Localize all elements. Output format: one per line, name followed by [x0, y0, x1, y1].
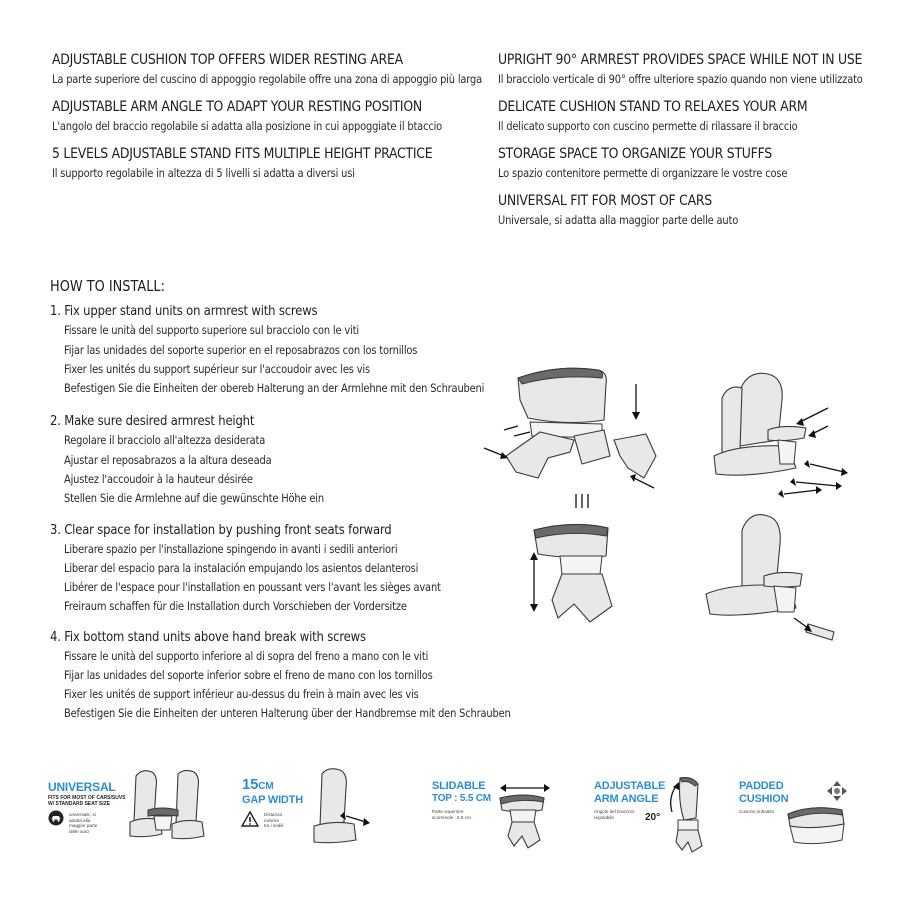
step-2-head: 2. Make sure desired armrest height — [50, 413, 255, 429]
feature-left-2-it: L'angolo del braccio regolabile si adatta alla posizione in cui appoggiate il btaccio — [52, 119, 443, 133]
universal-note: universale, si adatta alla maggior parte delle auto — [69, 812, 98, 834]
step-3-head: 3. Clear space for installation by pushing front seats forward — [50, 522, 392, 538]
universal-sub1: FITS FOR MOST OF CARS/SUVS — [48, 795, 126, 801]
step-4-line-de: Befestigen Sie die Einheiten der unteren Halterung über der Handbremse mit den Schrauben — [64, 706, 511, 720]
feature-right-1-en: UPRIGHT 90° ARMREST PROVIDES SPACE WHILE NOT IN USE — [498, 52, 863, 68]
angle-title2: ARM ANGLE — [594, 793, 659, 805]
step-1-line-es: Fijar las unidades del soporte superior en el reposabrazos con los tornillos — [64, 343, 418, 357]
install-title: HOW TO INSTALL: — [50, 277, 165, 295]
step-1-head: 1. Fix upper stand units on armrest with screws — [50, 303, 318, 319]
move-arrows-icon — [826, 780, 848, 802]
slidable-title: SLIDABLE — [432, 780, 486, 792]
gap-note: Distanza minima tra i sedili — [264, 812, 284, 828]
step-1-line-it: Fissare le unità del supporto superiore sul bracciolo con le viti — [64, 323, 359, 337]
slidable-title2: TOP : 5.5 CM — [432, 793, 491, 804]
padded-note: Cuscino imbottito — [739, 809, 775, 814]
step-4-head: 4. Fix bottom stand units above hand break with screws — [50, 629, 366, 645]
universal-title: UNIVERSAL — [48, 780, 116, 794]
feature-right-4-it: Universale, si adatta alla maggior parte delle auto — [498, 213, 739, 227]
step-2-line-es: Ajustar el reposabrazos a la altura deseada — [64, 453, 272, 467]
step-4-line-it: Fissare le unità del supporto inferiore al di sopra del freno a mano con le viti — [64, 649, 429, 663]
slidable-note: Parte superiore scorrevole : 5.5 cm — [432, 809, 471, 820]
gap-title: 15CM — [242, 776, 274, 793]
step-3-line-es: Liberar del espacio para la instalación empujando los asientos delanterosi — [64, 561, 419, 575]
feature-left-3-en: 5 LEVELS ADJUSTABLE STAND FITS MULTIPLE HEIGHT PRACTICE — [52, 146, 433, 162]
angle-title: ADJUSTABLE — [594, 780, 666, 792]
feature-left-2-en: ADJUSTABLE ARM ANGLE TO ADAPT YOUR RESTING POSITION — [52, 99, 422, 115]
universal-seats-illustration — [120, 768, 208, 850]
angle-armrest-illustration — [658, 772, 710, 854]
step-2-line-it: Regolare il bracciolo all'altezza desiderata — [64, 433, 266, 447]
step-4-line-es: Fijar las unidades del soporte inferior sobre el freno de mano con los tornillos — [64, 668, 433, 682]
slidable-armrest-illustration — [486, 778, 556, 852]
install-illustrations — [478, 360, 860, 650]
feature-right-2-en: DELICATE CUSHION STAND TO RELAXES YOUR ARM — [498, 99, 808, 115]
step-2-line-de: Stellen Sie die Armlehne auf die gewünschte Höhe ein — [64, 491, 324, 505]
padded-title: PADDED — [739, 780, 784, 792]
step-3-line-de: Freiraum schaffen für die Installation durch Vorschieben der Vordersitze — [64, 599, 407, 613]
armrest-upper-stand-illustration — [484, 368, 656, 508]
step-1-line-de: Befestigen Sie die Einheiten der obereb Halterung an der Armlehne mit den Schraubeni — [64, 381, 485, 395]
padded-cushion-illustration — [782, 800, 852, 852]
car-icon — [48, 810, 64, 826]
car-seat-armrest-illustration — [714, 373, 848, 498]
feature-right-4-en: UNIVERSAL FIT FOR MOST OF CARS — [498, 193, 712, 209]
padded-title2: CUSHION — [739, 793, 789, 805]
step-4-line-fr: Fixer les unités de support inférieur au-dessus du frein à main avec les vis — [64, 687, 419, 701]
angle-label: 20° — [645, 812, 661, 823]
step-2-line-fr: Ajustez l'accoudoir à la hauteur désirée — [64, 472, 253, 486]
step-3-line-it: Liberare spazio per l'installazione spingendo in avanti i sedili anteriori — [64, 542, 398, 556]
feature-right-2-it: Il delicato supporto con cuscino permette di rilassare il braccio — [498, 119, 798, 133]
gap-seat-illustration — [306, 766, 374, 852]
feature-right-1-it: Il bracciolo verticale di 90° offre ulteriore spazio quando non viene utilizzato — [498, 72, 863, 86]
feature-left-3-it: Il supporto regolabile in altezza di 5 livelli si adatta a diversi usi — [52, 166, 355, 180]
step-3-line-fr: Libérer de l'espace pour l'installation en poussant vers l'avant les sièges avant — [64, 580, 441, 594]
feature-left-1-it: La parte superiore del cuscino di appoggio regolabile offre una zona di appoggio più larga — [52, 72, 482, 86]
universal-sub2: W/ STANDARD SEAT SIZE — [48, 801, 111, 807]
feature-right-3-it: Lo spazio contenitore permette di organizzare le vostre cose — [498, 166, 788, 180]
warning-icon — [241, 811, 259, 827]
feature-left-1-en: ADJUSTABLE CUSHION TOP OFFERS WIDER RESTING AREA — [52, 52, 403, 68]
seat-handbrake-illustration — [706, 515, 834, 640]
angle-note: Angolo del bracccio regolabile — [594, 809, 635, 820]
feature-right-3-en: STORAGE SPACE TO ORGANIZE YOUR STUFFS — [498, 146, 772, 162]
step-1-line-fr: Fixer les unités du support supérieur sur l'accoudoir avec les vis — [64, 362, 370, 376]
gap-title2: GAP WIDTH — [242, 794, 303, 806]
armrest-height-illustration — [530, 524, 612, 622]
